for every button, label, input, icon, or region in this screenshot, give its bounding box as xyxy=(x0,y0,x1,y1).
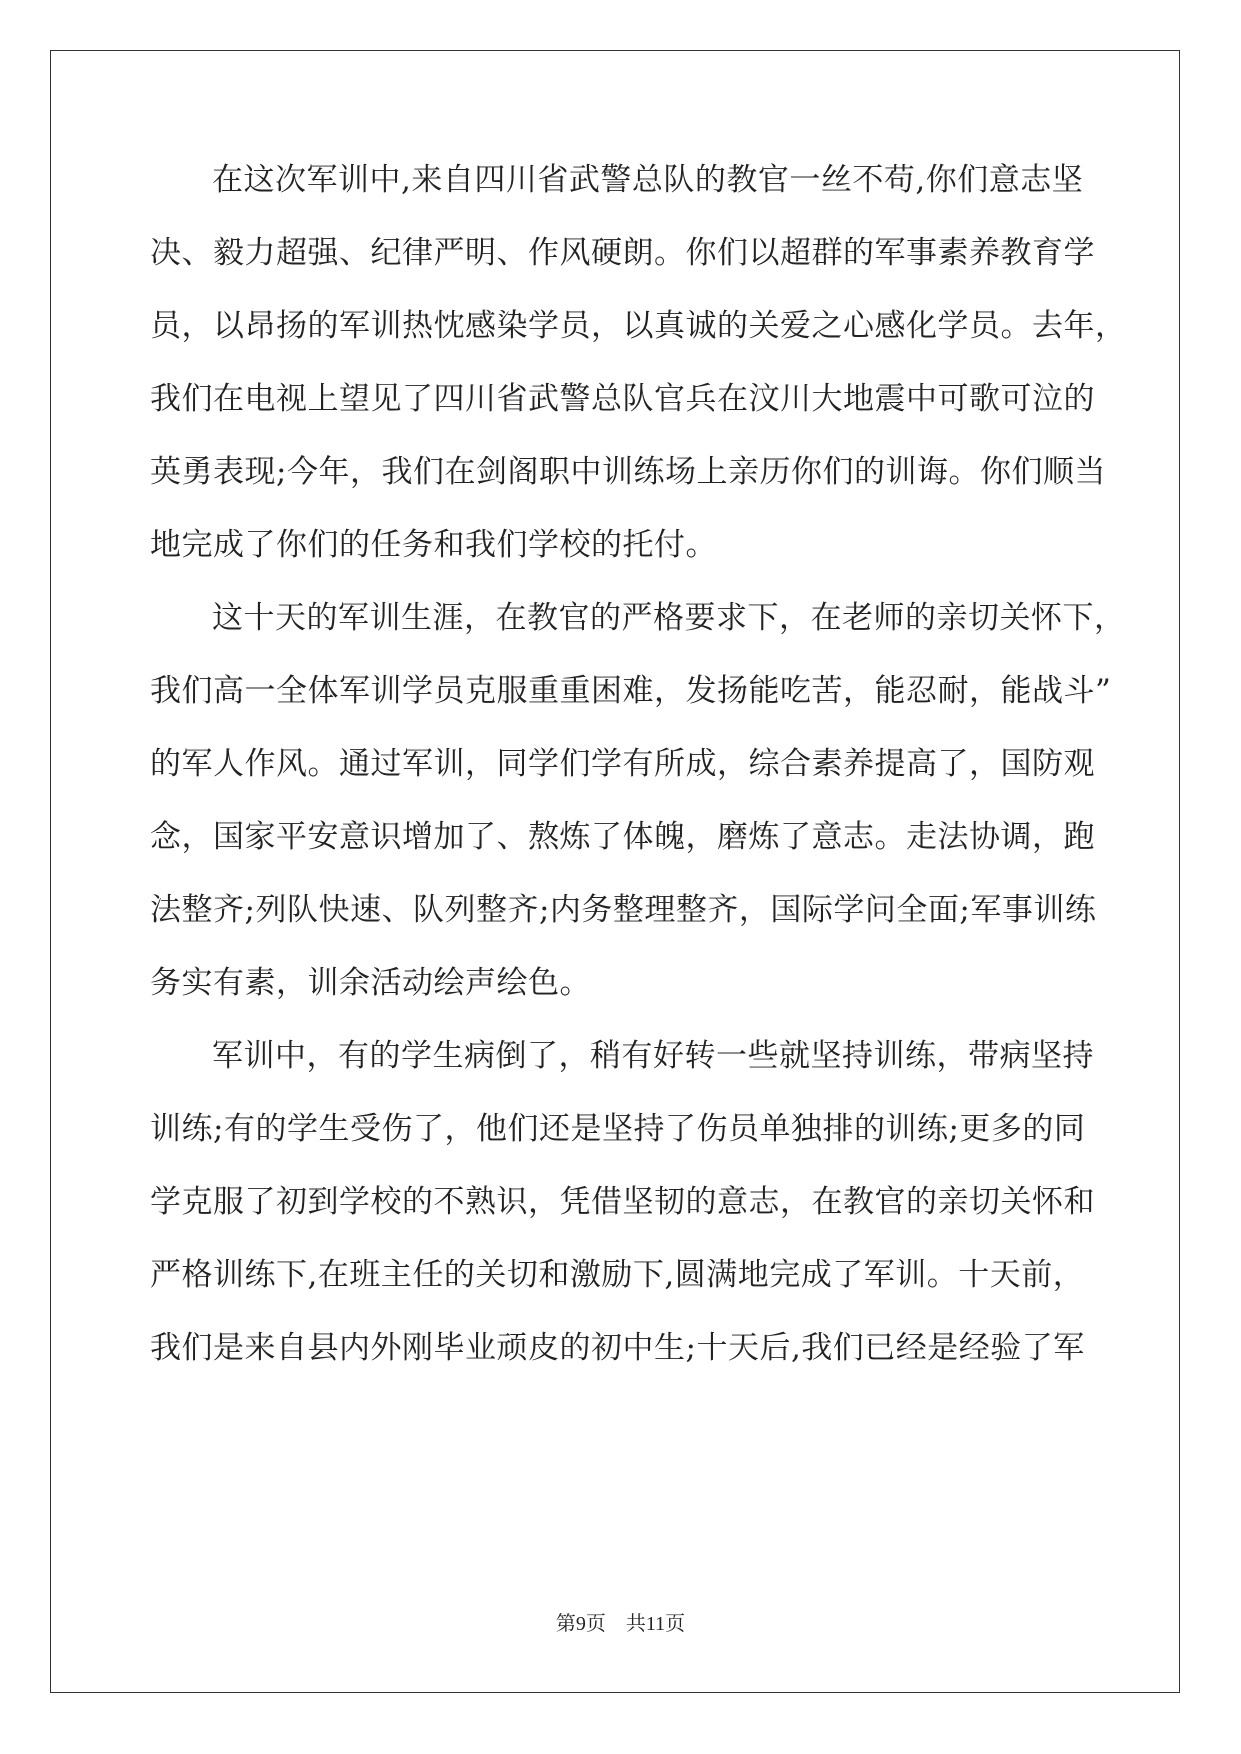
footer-prefix: 第 xyxy=(555,1611,576,1635)
footer-suffix: 页 xyxy=(665,1611,686,1635)
text-line: 我们是来自县内外刚毕业顽皮的初中生;十天后,我们已经是经验了军 xyxy=(150,1330,1085,1366)
text-line: 训练;有的学生受伤了，他们还是坚持了伤员单独排的训练;更多的同 xyxy=(150,1111,1086,1147)
text-line: 的军人作风。通过军训，同学们学有所成，综合素养提高了，国防观 xyxy=(150,746,1095,782)
text-line: 员，以昂扬的军训热忱感染学员，以真诚的关爱之心感化学员。去年， xyxy=(150,308,1127,344)
page-border xyxy=(50,50,1180,1693)
text-line: 我们高一全体军训学员克服重重困难，发扬能吃苦，能忍耐，能战斗” xyxy=(150,673,1112,709)
text-line: 念，国家平安意识增加了、熬炼了体魄，磨炼了意志。走法协调，跑 xyxy=(150,819,1095,855)
text-line: 这十天的军训生涯，在教官的严格要求下，在老师的亲切关怀下， xyxy=(212,600,1126,636)
footer-middle: 页 共 xyxy=(585,1611,646,1635)
text-line: 军训中，有的学生病倒了，稍有好转一些就坚持训练，带病坚持 xyxy=(212,1038,1094,1074)
text-line: 在这次军训中,来自四川省武警总队的教官一丝不苟,你们意志坚 xyxy=(212,162,1084,198)
text-line: 务实有素，训余活动绘声绘色。 xyxy=(150,965,591,1001)
text-line: 学克服了初到学校的不熟识，凭借坚韧的意志，在教官的亲切关怀和 xyxy=(150,1184,1095,1220)
text-line: 英勇表现;今年，我们在剑阁职中训练场上亲历你们的训诲。你们顺当 xyxy=(150,454,1106,490)
text-line: 严格训练下,在班主任的关切和激励下,圆满地完成了军训。十天前， xyxy=(150,1257,1085,1293)
current-page-number: 9 xyxy=(575,1613,586,1635)
text-line: 法整齐;列队快速、队列整齐;内务整理整齐，国际学问全面;军事训练 xyxy=(150,892,1097,928)
text-line: 我们在电视上望见了四川省武警总队官兵在汶川大地震中可歌可泣的 xyxy=(150,381,1095,417)
text-line: 决、毅力超强、纪律严明、作风硬朗。你们以超群的军事素养教育学 xyxy=(150,235,1095,271)
total-pages-number: 11 xyxy=(645,1613,666,1635)
text-line: 地完成了你们的任务和我们学校的托付。 xyxy=(150,527,717,563)
page-footer xyxy=(0,1611,1241,1636)
